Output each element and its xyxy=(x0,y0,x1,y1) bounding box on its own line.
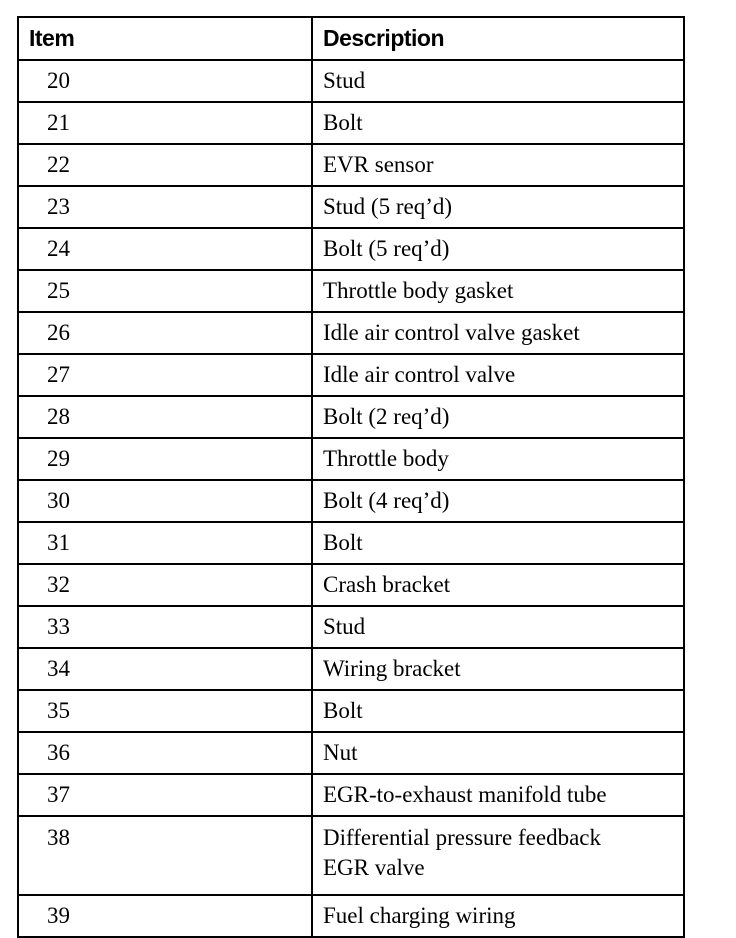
item-number: 33 xyxy=(18,606,312,648)
item-description: Bolt (4 req’d) xyxy=(312,480,684,522)
item-description xyxy=(312,816,684,895)
item-number: 39 xyxy=(18,895,312,937)
table-row xyxy=(18,438,684,480)
table-row xyxy=(18,606,684,648)
table-row xyxy=(18,564,684,606)
item-number: 37 xyxy=(18,774,312,816)
item-description: EGR-to-exhaust manifold tube xyxy=(312,774,684,816)
table-row xyxy=(18,690,684,732)
item-number: 20 xyxy=(18,60,312,102)
item-description: Bolt (2 req’d) xyxy=(312,396,684,438)
item-number: 30 xyxy=(18,480,312,522)
item-description: Throttle body gasket xyxy=(312,270,684,312)
item-description: Stud (5 req’d) xyxy=(312,186,684,228)
table-row xyxy=(18,60,684,102)
item-description: Bolt xyxy=(312,690,684,732)
table-row xyxy=(18,102,684,144)
table-row xyxy=(18,312,684,354)
item-description: Bolt xyxy=(312,102,684,144)
item-description-line-2: EGR valve xyxy=(323,855,425,880)
table-row xyxy=(18,354,684,396)
table-row xyxy=(18,732,684,774)
item-description: Throttle body xyxy=(312,438,684,480)
description-column-header: Description xyxy=(312,17,684,60)
item-description: EVR sensor xyxy=(312,144,684,186)
item-number: 28 xyxy=(18,396,312,438)
item-description: Nut xyxy=(312,732,684,774)
item-number: 24 xyxy=(18,228,312,270)
item-number: 38 xyxy=(18,816,312,895)
item-description: Stud xyxy=(312,606,684,648)
parts-table xyxy=(17,16,685,938)
item-description: Fuel charging wiring xyxy=(312,895,684,937)
item-number: 23 xyxy=(18,186,312,228)
table-row xyxy=(18,895,684,937)
item-number: 36 xyxy=(18,732,312,774)
item-description: Bolt (5 req’d) xyxy=(312,228,684,270)
table-row xyxy=(18,396,684,438)
item-description: Idle air control valve xyxy=(312,354,684,396)
item-number: 27 xyxy=(18,354,312,396)
table-row xyxy=(18,480,684,522)
table-row xyxy=(18,228,684,270)
table-row xyxy=(18,522,684,564)
item-description: Crash bracket xyxy=(312,564,684,606)
table-row xyxy=(18,270,684,312)
item-description-line-1: Differential pressure feedback xyxy=(323,825,601,850)
item-column-header: Item xyxy=(18,17,312,60)
item-number: 25 xyxy=(18,270,312,312)
table-row xyxy=(18,648,684,690)
item-number: 32 xyxy=(18,564,312,606)
table-row xyxy=(18,816,684,895)
item-number: 29 xyxy=(18,438,312,480)
item-description: Wiring bracket xyxy=(312,648,684,690)
table-header-row xyxy=(18,17,684,60)
item-description: Idle air control valve gasket xyxy=(312,312,684,354)
table-row xyxy=(18,144,684,186)
item-number: 21 xyxy=(18,102,312,144)
table-row xyxy=(18,186,684,228)
item-number: 26 xyxy=(18,312,312,354)
item-description: Bolt xyxy=(312,522,684,564)
table-row xyxy=(18,774,684,816)
item-number: 34 xyxy=(18,648,312,690)
item-number: 31 xyxy=(18,522,312,564)
item-number: 22 xyxy=(18,144,312,186)
item-description: Stud xyxy=(312,60,684,102)
item-number: 35 xyxy=(18,690,312,732)
